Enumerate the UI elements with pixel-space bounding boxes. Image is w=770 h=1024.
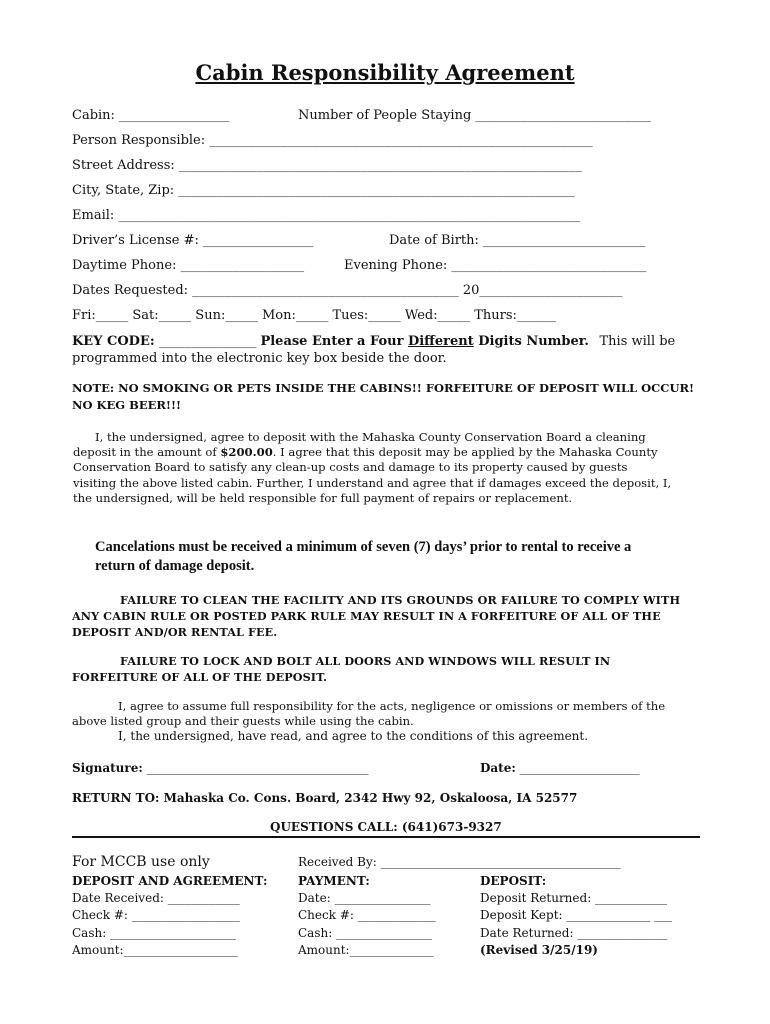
drivers-license-field[interactable]: Driver’s License #: _________________ — [72, 233, 314, 248]
key-code-rest: This will be — [599, 334, 676, 349]
deposit-text-pre: I, the undersigned, agree to deposit with the Mahaska County Conservation Board a cleaning deposit in the amount of — [73, 430, 646, 460]
date-of-birth-field[interactable]: Date of Birth: _________________________ — [389, 233, 646, 248]
email-field[interactable]: Email: _______________________________________________________________________ — [72, 208, 580, 223]
street-address-field[interactable]: Street Address: ______________________________________________________________ — [72, 158, 582, 173]
revised-date: (Revised 3/25/19) — [480, 943, 598, 957]
col1-check[interactable]: Check #: __________________ — [72, 908, 240, 922]
office-use-only-label: For MCCB use only — [72, 854, 210, 870]
signature-label: Signature: — [72, 761, 143, 775]
cancelation-line-2: return of damage deposit. — [95, 558, 255, 574]
col2-date[interactable]: Date: ________________ — [298, 891, 431, 905]
deposit-text-post: . I agree that this deposit may be applied by the Mahaska County Conservation Board to satisfy any clean-up costs and damage to its property caused by guests visiting the above listed cabin. Further, I understand and agree that if damages exceed the deposit, I, the undersigned, will be held responsible for full payment of repairs or replacement. — [73, 445, 672, 505]
col-deposit-heading: DEPOSIT: — [480, 874, 547, 888]
col-payment-heading: PAYMENT: — [298, 874, 370, 888]
people-staying-field[interactable]: Number of People Staying ___________________________ — [298, 108, 651, 123]
failure-clean-paragraph: FAILURE TO CLEAN THE FACILITY AND ITS GROUNDS OR FAILURE TO COMPLY WITH ANY CABIN RULE OR POSTED PARK RULE MAY RESULT IN A FORFEITURE OF ALL OF THE DEPOSIT AND/OR RENTAL FEE. — [72, 593, 681, 639]
questions-call: QUESTIONS CALL: (641)673-9327 — [270, 820, 502, 834]
page-title: Cabin Responsibility Agreement — [195, 60, 575, 85]
failure-lock-paragraph: FAILURE TO LOCK AND BOLT ALL DOORS AND WINDOWS WILL RESULT IN FORFEITURE OF ALL OF THE DEPOSIT. — [72, 654, 611, 684]
col2-cash[interactable]: Cash: ________________ — [298, 926, 433, 940]
person-responsible-field[interactable]: Person Responsible: ___________________________________________________________ — [72, 133, 593, 148]
cancelation-line-1: Cancelations must be received a minimum of seven (7) days’ prior to rental to receive a — [95, 539, 632, 555]
deposit-amount: $200.00 — [220, 445, 273, 460]
key-code-instruction-different: Different — [407, 334, 474, 349]
col3-deposit-kept[interactable]: Deposit Kept: ______________ ___ — [480, 908, 673, 922]
signature-line — [72, 761, 369, 775]
return-to-address: RETURN TO: Mahaska Co. Cons. Board, 2342 Hwy 92, Oskaloosa, IA 52577 — [72, 791, 578, 805]
city-state-zip-field[interactable]: City, State, Zip: _____________________________________________________________ — [72, 183, 575, 198]
signature-blank[interactable]: _____________________________________ — [146, 761, 369, 775]
key-code-instruction-pre: Please Enter a Four — [260, 334, 404, 349]
signature-date-blank[interactable]: ____________________ — [519, 761, 640, 775]
daytime-phone-field[interactable]: Daytime Phone: ___________________ — [72, 258, 305, 273]
evening-phone-field[interactable]: Evening Phone: ______________________________ — [344, 258, 647, 273]
dates-requested-field[interactable]: Dates Requested: _________________________________________ 20______________________ — [72, 283, 623, 298]
key-code-rest-line2: programmed into the electronic key box beside the door. — [72, 351, 447, 366]
col3-deposit-returned[interactable]: Deposit Returned: ____________ — [480, 891, 668, 905]
divider-line — [72, 836, 700, 838]
received-by-field[interactable]: Received By: ________________________________________ — [298, 855, 621, 869]
col1-cash[interactable]: Cash: _____________________ — [72, 926, 237, 940]
col2-amount[interactable]: Amount:______________ — [298, 943, 434, 957]
deposit-paragraph — [73, 430, 673, 506]
col-deposit-agreement-heading: DEPOSIT AND AGREEMENT: — [72, 874, 268, 888]
col2-check[interactable]: Check #: _____________ — [298, 908, 436, 922]
key-code-label: KEY CODE: — [72, 334, 155, 349]
read-agree-line: I, the undersigned, have read, and agree to the conditions of this agreement. — [118, 729, 589, 743]
signature-date-label: Date: — [480, 761, 516, 775]
days-field[interactable]: Fri:_____ Sat:_____ Sun:_____ Mon:_____ Tues:_____ Wed:_____ Thurs:______ — [72, 308, 556, 323]
col1-date-received[interactable]: Date Received: ____________ — [72, 891, 240, 905]
signature-date-line — [480, 761, 640, 775]
note-line-1: NOTE: NO SMOKING OR PETS INSIDE THE CABINS!! FORFEITURE OF DEPOSIT WILL OCCUR! — [72, 381, 695, 395]
cabin-field[interactable]: Cabin: _________________ — [72, 108, 230, 123]
key-code-instruction — [260, 334, 593, 349]
key-code-line — [72, 334, 675, 349]
assume-responsibility-paragraph: I, agree to assume full responsibility for the acts, negligence or omissions or members of the above listed group and their guests while using the cabin. — [72, 699, 666, 729]
col1-amount[interactable]: Amount:___________________ — [72, 943, 238, 957]
key-code-instruction-post: Digits Number. — [478, 334, 589, 349]
key-code-blank[interactable]: _______________ — [158, 334, 257, 349]
col3-date-returned[interactable]: Date Returned: _______________ — [480, 926, 668, 940]
note-line-2: NO KEG BEER!!! — [72, 398, 182, 412]
